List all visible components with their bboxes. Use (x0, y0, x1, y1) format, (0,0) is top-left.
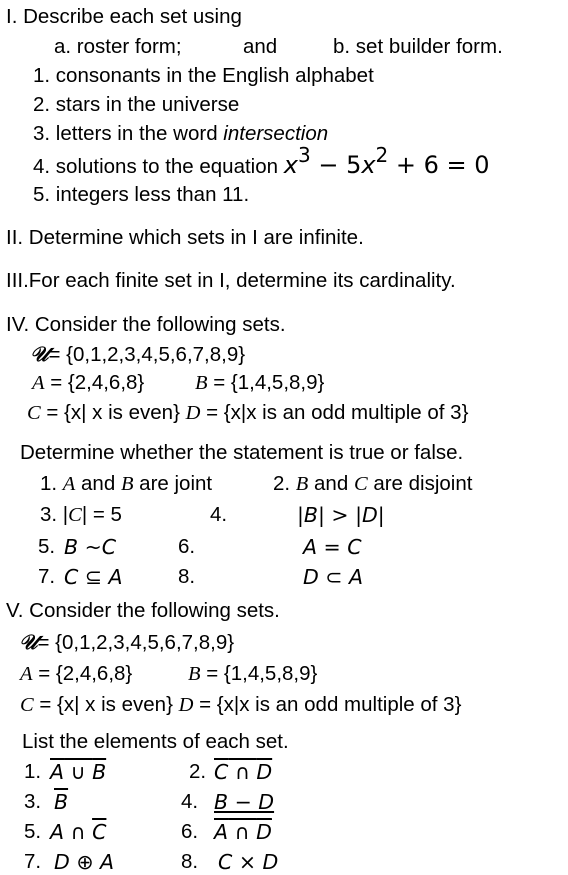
statement-4-number: 4. (210, 503, 228, 526)
set-b-5: B = {1,4,5,8,9} (188, 662, 318, 685)
section-3-title: III.For each finite set in I, determine its cardinality. (6, 269, 456, 292)
section-2-title: II. Determine which sets in I are infinite. (6, 226, 364, 249)
item-5-number: 5. (24, 820, 42, 843)
item-4-number: 4. (181, 790, 199, 813)
statement-7-expr: C ⊆ A (64, 565, 123, 589)
statement-6-expr: A = C (303, 535, 362, 559)
universe-set-5: 𝒰= {0,1,2,3,4,5,6,7,8,9} (19, 630, 235, 654)
item-2-expr: $\overline{C}$ ∩ $\overline{D}$ (214, 760, 273, 784)
set-b-4: B = {1,4,5,8,9} (195, 371, 325, 394)
item-8-number: 8. (181, 850, 199, 873)
section-1-item-4: 4. solutions to the equation $x^3 - 5x^2 + 6 = 0$ (33, 143, 490, 179)
item-6-expr: $\overline{A}$ ∩ $\overline{D}$ (214, 820, 272, 844)
item-7-expr: D ⊕ A (54, 850, 115, 874)
equation: $x^3 - 5x^2 + 6 = 0$ (283, 143, 490, 179)
section-1-item-1: 1. consonants in the English alphabet (33, 64, 374, 87)
item-3-number: 3. (24, 790, 42, 813)
statement-8-expr: D ⊂ A (303, 565, 364, 589)
set-a-4: A = {2,4,6,8} (32, 371, 145, 394)
statement-6-number: 6. (178, 535, 196, 558)
item-5-expr: A ∩ $\overline{C}$ (50, 820, 107, 844)
statement-3: 3. |C| = 5 (40, 503, 122, 526)
universe-symbol: 𝒰 (30, 342, 49, 366)
item-1-number: 1. (24, 760, 42, 783)
item-2-number: 2. (189, 760, 207, 783)
statement-1: 1. A and B are joint (40, 472, 213, 495)
set-a-5: A = {2,4,6,8} (20, 662, 133, 685)
section-1-item-2: 2. stars in the universe (33, 93, 240, 116)
statement-8-number: 8. (178, 565, 196, 588)
item-1-expr: $\overline{A}$ ∪ $\overline{B}$ (50, 760, 107, 784)
section-5-instruction: List the elements of each set. (22, 730, 289, 753)
item-6-number: 6. (181, 820, 199, 843)
statement-7-number: 7. (38, 565, 56, 588)
and-label: and (243, 35, 278, 58)
statement-5-expr: B ~C (64, 535, 117, 559)
section-1-item-3: 3. letters in the word intersection (33, 122, 329, 145)
sets-c-d-4: C = {x| x is even} D = {x|x is an odd multiple of 3} (27, 401, 469, 424)
universe-symbol: 𝒰 (19, 630, 38, 654)
item-3-expr: $\overline{B}$ (54, 790, 69, 814)
statement-4-expr: |B| > |D| (297, 503, 385, 527)
universe-set-4: 𝒰= {0,1,2,3,4,5,6,7,8,9} (30, 342, 246, 366)
statement-2: 2. B and C are disjoint (273, 472, 473, 495)
sets-c-d-5: C = {x| x is even} D = {x|x is an odd multiple of 3} (20, 693, 462, 716)
word-intersection: intersection (223, 122, 329, 145)
item-8-expr: C × D (218, 850, 279, 874)
item-4-expr: B − D (214, 790, 275, 814)
item-7-number: 7. (24, 850, 42, 873)
section-5-title: V. Consider the following sets. (6, 599, 280, 622)
statement-5-number: 5. (38, 535, 56, 558)
set-builder-form-label: b. set builder form. (333, 35, 503, 58)
section-4-instruction: Determine whether the statement is true or false. (20, 441, 464, 464)
section-1-title: I. Describe each set using (6, 5, 242, 28)
roster-form-label: a. roster form; (54, 35, 182, 58)
section-1-item-5: 5. integers less than 11. (33, 183, 250, 206)
section-4-title: IV. Consider the following sets. (6, 313, 286, 336)
